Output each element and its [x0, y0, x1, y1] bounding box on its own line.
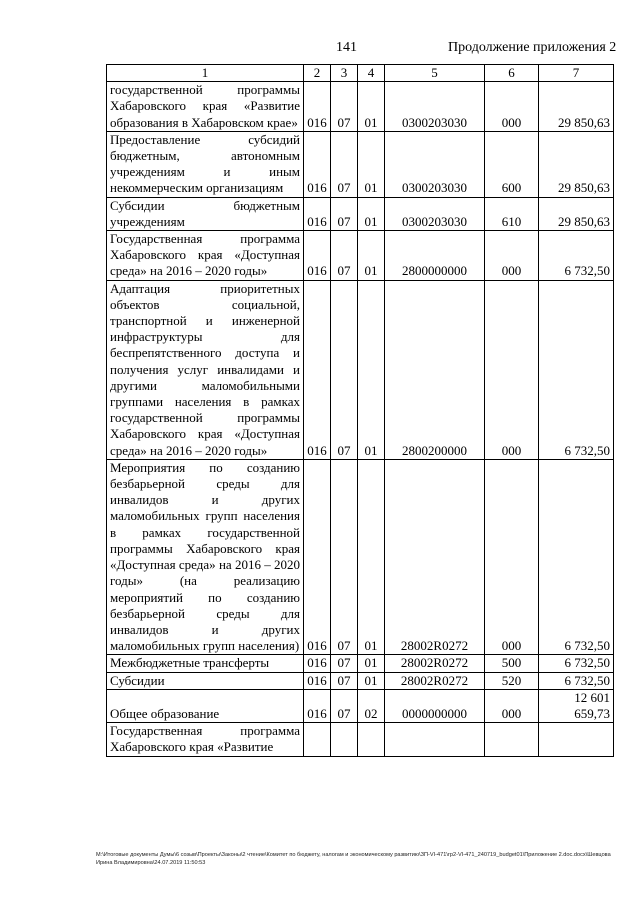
- table-row: [107, 655, 614, 672]
- amount: 29 850,63: [539, 82, 614, 132]
- admin-code: 016: [304, 131, 331, 197]
- subsection-code: [358, 723, 385, 756]
- row-description: Межбюджетные трансферты: [107, 655, 304, 672]
- row-description: Предоставление субсидий бюджетным, автономным учреждениям и иным некоммерческим организациям: [107, 131, 304, 197]
- expense-type-code: 610: [485, 197, 539, 230]
- expense-type-code: 000: [485, 280, 539, 459]
- amount: 29 850,63: [539, 197, 614, 230]
- target-article-code: 28002R0272: [385, 655, 485, 672]
- column-header: 6: [485, 65, 539, 82]
- expense-type-code: 000: [485, 82, 539, 132]
- target-article-code: 0000000000: [385, 689, 485, 722]
- admin-code: 016: [304, 197, 331, 230]
- row-description: Субсидии бюджетным учреждениям: [107, 197, 304, 230]
- table-row: [107, 82, 614, 132]
- section-code: 07: [331, 672, 358, 689]
- expense-type-code: [485, 723, 539, 756]
- column-number-row: [107, 65, 614, 82]
- admin-code: 016: [304, 82, 331, 132]
- section-code: [331, 723, 358, 756]
- admin-code: 016: [304, 231, 331, 281]
- admin-code: [304, 723, 331, 756]
- column-header: 4: [358, 65, 385, 82]
- admin-code: 016: [304, 280, 331, 459]
- row-description: Адаптация приоритетных объектов социальной, транспортной и инженерной инфраструктуры для беспрепятственного доступа и получения услуг инвалидами и другими маломобильными группами населения в рамках государственной программы Хабаровского края «Доступная среда» на 2016 – 2020 годы»: [107, 280, 304, 459]
- amount: 6 732,50: [539, 655, 614, 672]
- expense-type-code: 500: [485, 655, 539, 672]
- amount: 12 601 659,73: [539, 689, 614, 722]
- table-row: [107, 672, 614, 689]
- row-description: государственной программы Хабаровского края «Развитие образования в Хабаровском крае»: [107, 82, 304, 132]
- amount: 6 732,50: [539, 672, 614, 689]
- expense-type-code: 000: [485, 231, 539, 281]
- section-code: 07: [331, 655, 358, 672]
- subsection-code: 01: [358, 231, 385, 281]
- target-article-code: [385, 723, 485, 756]
- subsection-code: 01: [358, 672, 385, 689]
- section-code: 07: [331, 231, 358, 281]
- subsection-code: 02: [358, 689, 385, 722]
- page-number: 141: [336, 40, 357, 55]
- target-article-code: 0300203030: [385, 131, 485, 197]
- target-article-code: 2800000000: [385, 231, 485, 281]
- subsection-code: 01: [358, 82, 385, 132]
- table-row: [107, 197, 614, 230]
- column-header: 1: [107, 65, 304, 82]
- admin-code: 016: [304, 672, 331, 689]
- subsection-code: 01: [358, 655, 385, 672]
- amount: 6 732,50: [539, 231, 614, 281]
- column-header: 2: [304, 65, 331, 82]
- section-code: 07: [331, 197, 358, 230]
- section-code: 07: [331, 131, 358, 197]
- row-description: Государственная программа Хабаровского края «Развитие: [107, 723, 304, 756]
- subsection-code: 01: [358, 280, 385, 459]
- budget-table: [106, 64, 614, 757]
- row-description: Государственная программа Хабаровского края «Доступная среда» на 2016 – 2020 годы»: [107, 231, 304, 281]
- row-description: Общее образование: [107, 689, 304, 722]
- target-article-code: 2800200000: [385, 280, 485, 459]
- expense-type-code: 520: [485, 672, 539, 689]
- file-path-footer: M:\Итоговые документы Думы\6 созыв\Проекты\Законы\2 чтение\Комитет по бюджету, налогам и экономическому развитию\ЗП-VI-471\гр2-VI-471_240719_budget01\Приложение 2.doc.docx\Шевцова Ирина Владимировна\24.07.2019 11:50:53: [96, 852, 611, 866]
- amount: [539, 723, 614, 756]
- amount: 6 732,50: [539, 280, 614, 459]
- amount: 29 850,63: [539, 131, 614, 197]
- column-header: 5: [385, 65, 485, 82]
- table-row: [107, 459, 614, 654]
- amount: 6 732,50: [539, 459, 614, 654]
- target-article-code: 28002R0272: [385, 459, 485, 654]
- table-row: [107, 131, 614, 197]
- target-article-code: 28002R0272: [385, 672, 485, 689]
- subsection-code: 01: [358, 459, 385, 654]
- section-code: 07: [331, 689, 358, 722]
- expense-type-code: 000: [485, 459, 539, 654]
- table-row: [107, 723, 614, 756]
- admin-code: 016: [304, 459, 331, 654]
- section-code: 07: [331, 82, 358, 132]
- admin-code: 016: [304, 689, 331, 722]
- section-code: 07: [331, 459, 358, 654]
- admin-code: 016: [304, 655, 331, 672]
- expense-type-code: 600: [485, 131, 539, 197]
- column-header: 3: [331, 65, 358, 82]
- section-code: 07: [331, 280, 358, 459]
- table-row: [107, 231, 614, 281]
- subsection-code: 01: [358, 131, 385, 197]
- row-description: Мероприятия по созданию безбарьерной среды для инвалидов и других маломобильных групп населения в рамках государственной программы Хабаровского края «Доступная среда» на 2016 – 2020 годы» (на реализацию мероприятий по созданию безбарьерной среды для инвалидов и других маломобильных групп населения): [107, 459, 304, 654]
- table-row: [107, 689, 614, 722]
- table-row: [107, 280, 614, 459]
- continuation-caption: Продолжение приложения 2: [448, 40, 617, 55]
- column-header: 7: [539, 65, 614, 82]
- expense-type-code: 000: [485, 689, 539, 722]
- subsection-code: 01: [358, 197, 385, 230]
- row-description: Субсидии: [107, 672, 304, 689]
- target-article-code: 0300203030: [385, 197, 485, 230]
- target-article-code: 0300203030: [385, 82, 485, 132]
